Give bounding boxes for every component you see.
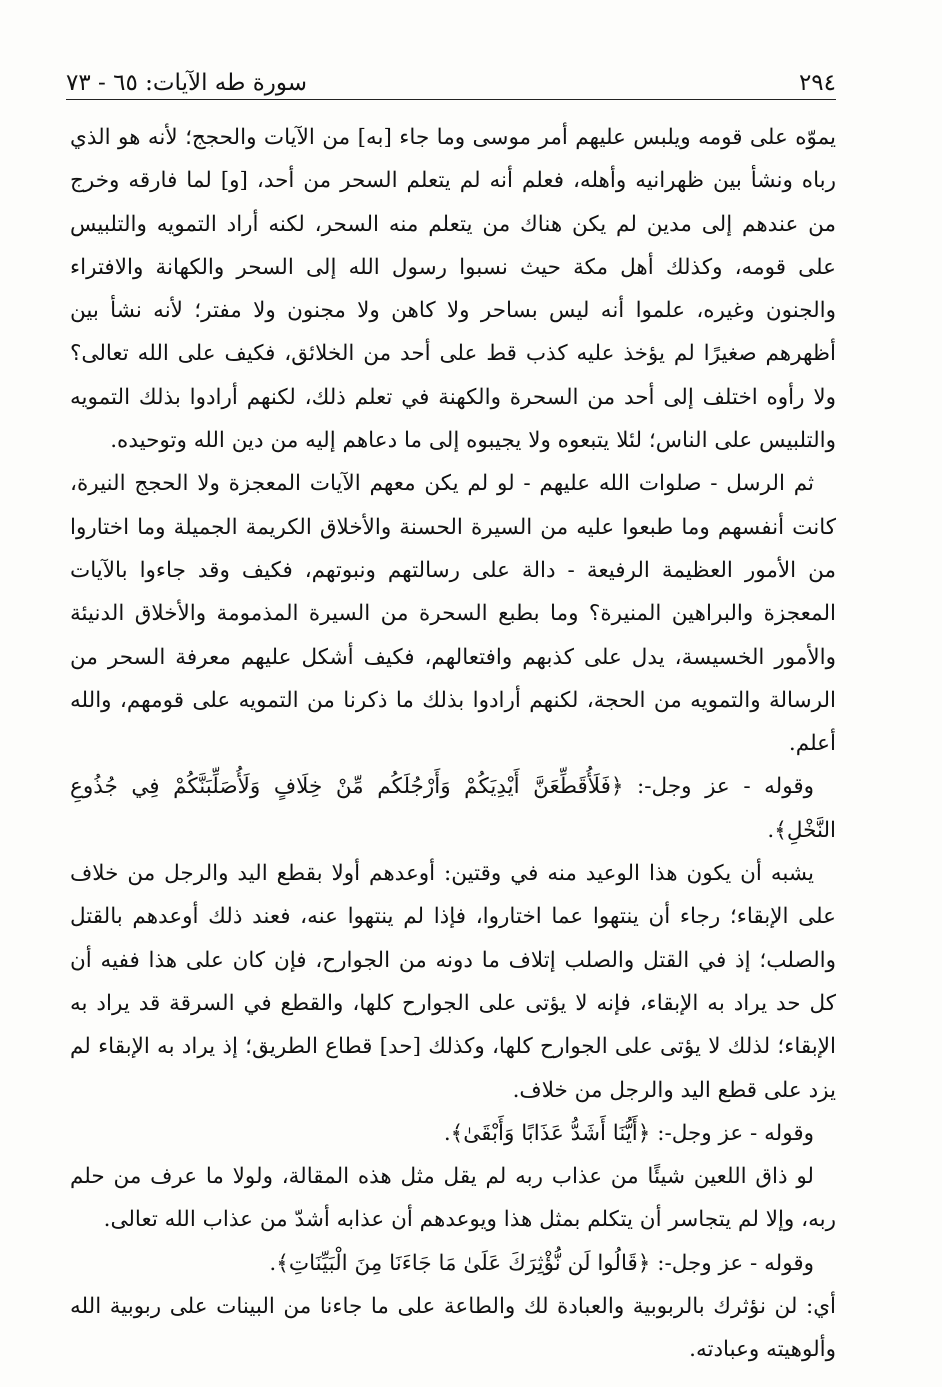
- page-header: [66, 56, 836, 96]
- page-number: ٢٩٤: [798, 70, 836, 96]
- paragraph-2: ثم الرسل - صلوات الله عليهم - لو لم يكن معهم الآيات المعجزة ولا الحجج النيرة، كانت أنفسهم وما طبعوا عليه من السيرة الحسنة والأخلاق الكريمة الجميلة وما اختاروا من الأمور العظيمة الرفيعة - دالة على رسالتهم ونبوتهم، فكيف وقد جاءوا بالآيات المعجزة والبراهين المنيرة؟ وما بطبع السحرة من السيرة المذمومة والأخلاق الدنيئة والأمور الخسيسة، يدل على كذبهم وافتعالهم، فكيف أشكل عليهم معرفة السحر من الرسالة والتمويه من الحجة، لكنهم أرادوا بذلك ما ذكرنا من التمويه على قومهم، والله أعلم.: [70, 471, 836, 757]
- header-divider: [66, 99, 836, 100]
- paragraph-8: أي: لن نؤثرك بالربوبية والعبادة لك والطاعة على ما جاءنا من البينات على ربوبية الله وألوهيته وعبادته.: [70, 1294, 836, 1363]
- quran-quote-3: [70, 1242, 836, 1285]
- quote-tail: .: [767, 817, 775, 843]
- paragraph-6: لو ذاق اللعين شيئًا من عذاب ربه لم يقل مثل هذه المقالة، ولولا ما عرف من حلم ربه، وإلا لم يتجاسر أن يتكلم بمثل هذا ويوعدهم أن عذابه أشدّ من عذاب الله تعالى.: [70, 1164, 836, 1233]
- quote-lead: وقوله - عز وجل-:: [650, 1250, 814, 1276]
- quote-tail: .: [443, 1120, 451, 1146]
- quote-lead: وقوله - عز وجل-:: [623, 774, 814, 800]
- quran-quote-2: [70, 1112, 836, 1155]
- quran-verse: ﴿أَيُّنَا أَشَدُّ عَذَابًا وَأَبْقَىٰ﴾: [450, 1120, 651, 1146]
- page-body: [70, 116, 836, 1372]
- quote-tail: .: [269, 1250, 277, 1276]
- quran-quote-1: [70, 765, 836, 852]
- quran-verse: ﴿فَلَأُقَطِّعَنَّ أَيْدِيَكُمْ وَأَرْجُلَكُم مِّنْ خِلَافٍ وَلَأُصَلِّبَنَّكُمْ فِي جُذُوعِ النَّخْلِ﴾: [70, 774, 836, 843]
- quote-lead: وقوله - عز وجل-:: [650, 1120, 814, 1146]
- paragraph-1: يموّه على قومه ويلبس عليهم أمر موسى وما جاء [به] من الآيات والحجج؛ لأنه هو الذي رباه ونشأ بين ظهرانيه وأهله، فعلم أنه لم يتعلم السحر من أحد، [و] لما فارقه وخرج من عندهم إلى مدين لم يكن هناك من يتعلم منه السحر، لكنه أراد التمويه والتلبيس على قومه، وكذلك أهل مكة حيث نسبوا رسول الله إلى السحر والكهانة والافتراء والجنون وغيره، علموا أنه ليس بساحر ولا كاهن ولا مجنون ولا مفتر؛ لأنه نشأ بين أظهرهم صغيرًا لم يؤخذ عليه كذب قط على أحد من الخلائق، فكيف على الله تعالى؟ ولا رأوه اختلف إلى أحد من السحرة والكهنة في تعلم ذلك، لكنهم أرادوا بذلك التمويه والتلبيس على الناس؛ لئلا يتبعوه ولا يجيبوه إلى ما دعاهم إليه من دين الله وتوحيده.: [70, 125, 836, 454]
- quran-verse: ﴿قَالُوا لَن نُّؤْثِرَكَ عَلَىٰ مَا جَاءَنَا مِنَ الْبَيِّنَاتِ﴾: [276, 1250, 651, 1276]
- running-title: سورة طه الآيات: ٦٥ - ٧٣: [66, 70, 308, 96]
- paragraph-4: يشبه أن يكون هذا الوعيد منه في وقتين: أوعدهم أولا بقطع اليد والرجل من خلاف على الإبقاء؛ رجاء أن ينتهوا عما اختاروا، فإذا لم ينتهوا عنه، فعند ذلك أوعدهم بالقتل والصلب؛ إذ في القتل والصلب إتلاف ما دونه من الجوارح، فإن كان على هذا ففيه أن كل حد يراد به الإبقاء، فإنه لا يؤتى على الجوارح كلها، والقطع في السرقة قد يراد به الإبقاء؛ لذلك لا يؤتى على الجوارح كلها، وكذلك [حد] قطاع الطريق؛ إذ يراد به الإبقاء لم يزد على قطع اليد والرجل من خلاف.: [70, 861, 836, 1103]
